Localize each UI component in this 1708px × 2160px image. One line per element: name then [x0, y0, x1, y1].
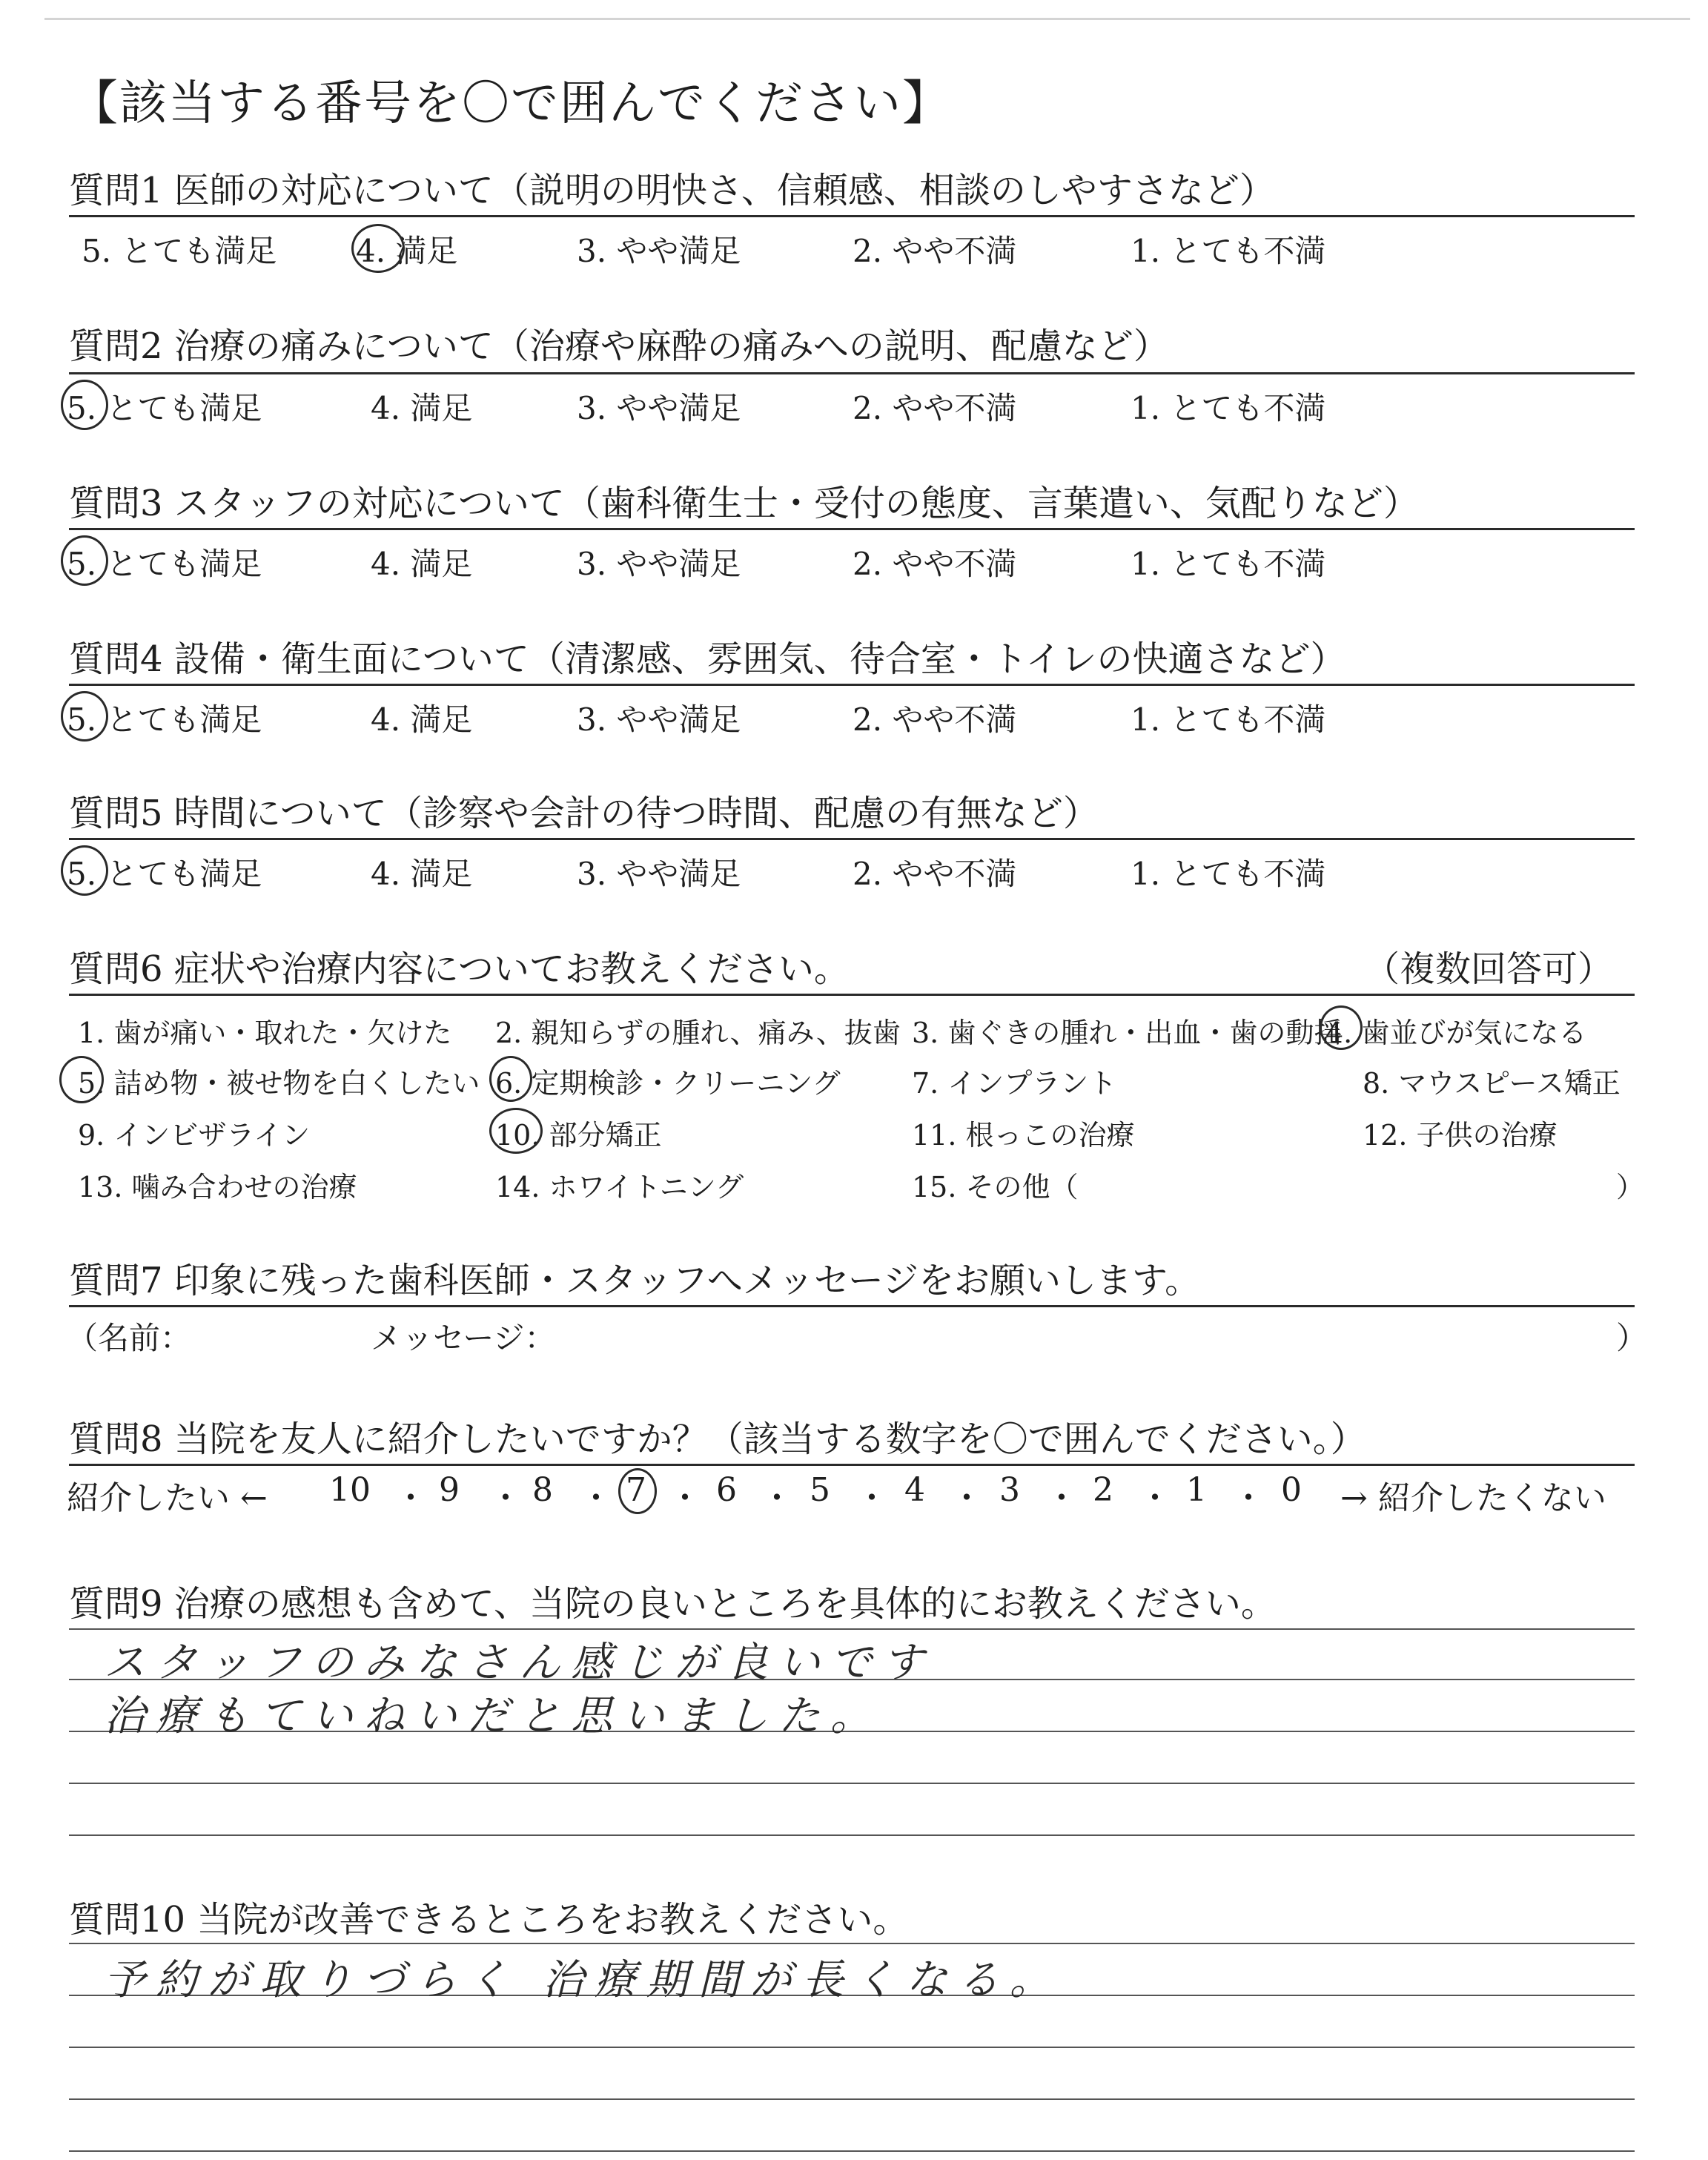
- q8-scale-2[interactable]: 2: [1093, 1471, 1113, 1509]
- q6-option-9[interactable]: 9. インビザライン: [78, 1119, 311, 1152]
- q8-dot: ・: [1232, 1479, 1265, 1517]
- question-7-label: 質問7 印象に残った歯科医師・スタッフへメッセージをお願いします。: [69, 1260, 1201, 1301]
- q10-line: [69, 2047, 1635, 2048]
- q3-option-1[interactable]: 1. とても不満: [1131, 546, 1326, 582]
- question-8-rule: [69, 1464, 1635, 1466]
- q6-option-5[interactable]: 5. 詰め物・被せ物を白くしたい: [78, 1067, 480, 1100]
- q7-name-label: （名前：: [67, 1320, 192, 1356]
- q6-option-2[interactable]: 2. 親知らずの腫れ、痛み、抜歯: [495, 1017, 901, 1049]
- question-5-rule: [69, 838, 1635, 840]
- q5-option-2[interactable]: 2. やや不満: [853, 856, 1017, 892]
- q8-scale-7[interactable]: 7: [626, 1471, 646, 1509]
- q10-line: [69, 2150, 1635, 2152]
- q10-line: [69, 1943, 1635, 1944]
- q6-option-1[interactable]: 1. 歯が痛い・取れた・欠けた: [78, 1017, 452, 1049]
- q1-option-4[interactable]: 4. 満足: [356, 233, 458, 269]
- q6-option-4[interactable]: 4. 歯並びが気になる: [1325, 1017, 1587, 1049]
- q8-scale-3[interactable]: 3: [999, 1471, 1020, 1509]
- q5-option-3[interactable]: 3. やや満足: [577, 856, 741, 892]
- question-6-rule: [69, 994, 1635, 996]
- q2-option-3[interactable]: 3. やや満足: [577, 390, 741, 426]
- q8-scale-1[interactable]: 1: [1186, 1471, 1207, 1509]
- q7-message-label: メッセージ：: [371, 1320, 556, 1356]
- q4-option-3[interactable]: 3. やや満足: [577, 701, 741, 738]
- q6-option-11[interactable]: 11. 根っこの治療: [912, 1119, 1135, 1152]
- top-border: [44, 18, 1690, 20]
- q6-option-3[interactable]: 3. 歯ぐきの腫れ・出血・歯の動揺: [912, 1017, 1343, 1049]
- q10-line: [69, 2098, 1635, 2100]
- question-4-rule: [69, 684, 1635, 686]
- q6-option-12[interactable]: 12. 子供の治療: [1363, 1119, 1558, 1152]
- q2-selection-circle: [61, 380, 108, 430]
- q2-option-4[interactable]: 4. 満足: [371, 390, 473, 426]
- question-2-label: 質問2 治療の痛みについて（治療や麻酔の痛みへの説明、配慮など）: [69, 326, 1169, 367]
- question-1-label: 質問1 医師の対応について（説明の明快さ、信頼感、相談のしやすさなど）: [69, 170, 1275, 211]
- q6-option-6[interactable]: 6. 定期検診・クリーニング: [495, 1067, 841, 1100]
- question-4-label: 質問4 設備・衛生面について（清潔感、雰囲気、待合室・トイレの快適さなど）: [69, 638, 1346, 680]
- q3-option-3[interactable]: 3. やや満足: [577, 546, 741, 582]
- q5-selection-circle: [61, 845, 108, 896]
- question-6-label: 質問6 症状や治療内容についてお教えください。: [69, 948, 850, 990]
- q6-option-14[interactable]: 14. ホワイトニング: [495, 1171, 744, 1203]
- q8-scale-9[interactable]: 9: [439, 1471, 460, 1509]
- question-6-note: （複数回答可）: [1364, 948, 1614, 990]
- q8-dot: ・: [1139, 1479, 1171, 1517]
- q10-answer-line-1: 予約が取りづらく 治療期間が長くなる。: [104, 1956, 1062, 2004]
- q1-option-2[interactable]: 2. やや不満: [853, 233, 1017, 269]
- q6-option-7[interactable]: 7. インプラント: [912, 1067, 1117, 1100]
- q8-right-label: → 紹介したくない: [1340, 1479, 1606, 1517]
- question-5-label: 質問5 時間について（診察や会計の待つ時間、配慮の有無など）: [69, 793, 1099, 834]
- q8-scale-5[interactable]: 5: [810, 1471, 830, 1509]
- q8-dot: ・: [1045, 1479, 1078, 1517]
- q6-selection-circle-4: [1320, 1005, 1363, 1050]
- q5-option-4[interactable]: 4. 満足: [371, 856, 473, 892]
- q5-option-1[interactable]: 1. とても不満: [1131, 856, 1326, 892]
- question-3-rule: [69, 528, 1635, 530]
- page-title: 【該当する番号を〇で囲んでください】: [70, 76, 951, 131]
- q8-scale-10[interactable]: 10: [329, 1471, 371, 1509]
- q8-selection-circle: [618, 1468, 657, 1514]
- q1-selection-circle: [351, 224, 405, 273]
- q8-left-label: 紹介したい ←: [67, 1479, 268, 1517]
- q8-scale-0[interactable]: 0: [1281, 1471, 1302, 1509]
- q8-dot: ・: [580, 1479, 612, 1517]
- q8-dot: ・: [950, 1479, 983, 1517]
- q9-line: [69, 1783, 1635, 1784]
- q8-scale-8[interactable]: 8: [532, 1471, 553, 1509]
- q9-answer-line-2: 治療もていねいだと思いました。: [104, 1692, 882, 1740]
- q3-option-4[interactable]: 4. 満足: [371, 546, 473, 582]
- q8-dot: ・: [761, 1479, 793, 1517]
- q8-dot: ・: [489, 1479, 522, 1517]
- q9-line: [69, 1834, 1635, 1836]
- q1-option-3[interactable]: 3. やや満足: [577, 233, 741, 269]
- question-9-label: 質問9 治療の感想も含めて、当院の良いところを具体的にお教えください。: [69, 1583, 1277, 1625]
- q7-message-field[interactable]: [549, 1314, 1601, 1355]
- q6-option-15-close: ）: [1616, 1171, 1645, 1203]
- q8-scale-4[interactable]: 4: [904, 1471, 925, 1509]
- question-2-rule: [69, 372, 1635, 374]
- q8-dot: ・: [669, 1479, 701, 1517]
- q6-selection-circle-10: [489, 1108, 543, 1154]
- q6-option-15[interactable]: 15. その他（: [912, 1171, 1079, 1203]
- q4-selection-circle: [61, 691, 108, 742]
- q5-option-5[interactable]: 5. とても満足: [67, 856, 262, 892]
- q6-option-10[interactable]: 10. 部分矯正: [495, 1119, 662, 1152]
- q6-option-13[interactable]: 13. 噛み合わせの治療: [78, 1171, 357, 1203]
- q8-dot: ・: [394, 1479, 427, 1517]
- q3-option-2[interactable]: 2. やや不満: [853, 546, 1017, 582]
- q2-option-1[interactable]: 1. とても不満: [1131, 390, 1326, 426]
- q8-scale-6[interactable]: 6: [716, 1471, 737, 1509]
- q3-selection-circle: [61, 535, 108, 586]
- question-1-rule: [69, 215, 1635, 217]
- question-8-label: 質問8 当院を友人に紹介したいですか？（該当する数字を〇で囲んでください。）: [69, 1418, 1366, 1460]
- q6-selection-circle-6: [489, 1056, 532, 1102]
- q1-option-1[interactable]: 1. とても不満: [1131, 233, 1326, 269]
- q6-option-8[interactable]: 8. マウスピース矯正: [1363, 1067, 1621, 1100]
- q4-option-1[interactable]: 1. とても不満: [1131, 701, 1326, 738]
- q4-option-2[interactable]: 2. やや不満: [853, 701, 1017, 738]
- q7-close-paren: ）: [1616, 1320, 1648, 1356]
- q9-answer-line-1: スタッフのみなさん感じが良いです: [104, 1639, 934, 1687]
- question-7-rule: [69, 1305, 1635, 1307]
- q2-option-5[interactable]: 5. とても満足: [67, 390, 262, 426]
- q1-option-5[interactable]: 5. とても満足: [82, 233, 277, 269]
- q2-option-2[interactable]: 2. やや不満: [853, 390, 1017, 426]
- q6-selection-circle-5: [59, 1056, 104, 1103]
- q8-dot: ・: [855, 1479, 888, 1517]
- q3-option-5[interactable]: 5. とても満足: [67, 546, 262, 582]
- question-10-label: 質問10 当院が改善できるところをお教えください。: [69, 1899, 909, 1941]
- question-3-label: 質問3 スタッフの対応について（歯科衛生士・受付の態度、言葉遣い、気配りなど）: [69, 483, 1419, 524]
- q4-option-5[interactable]: 5. とても満足: [67, 701, 262, 738]
- q4-option-4[interactable]: 4. 満足: [371, 701, 473, 738]
